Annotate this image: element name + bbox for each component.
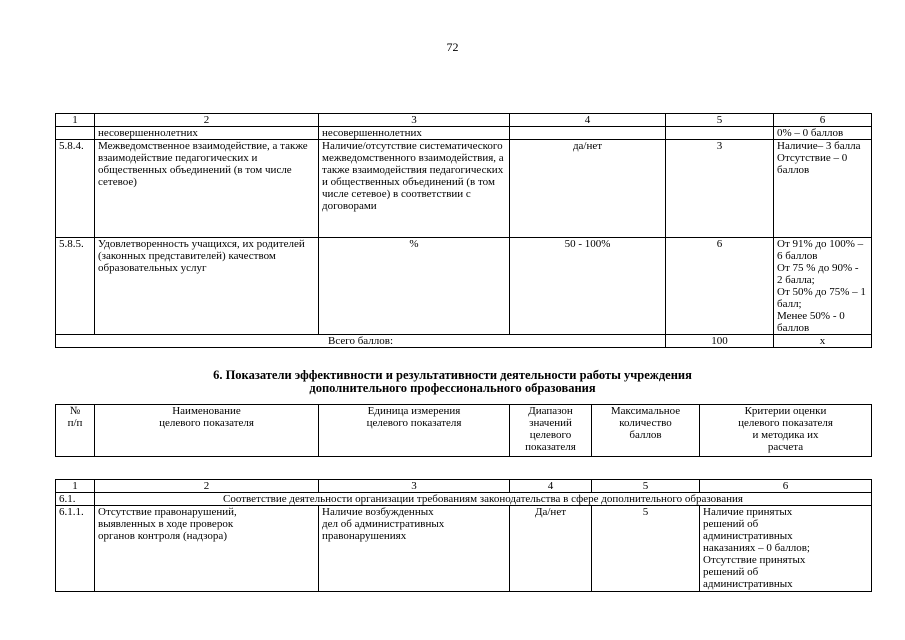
criteria-line: Менее 50% - 0 баллов	[777, 310, 845, 334]
cell-name: несовершеннолетних	[95, 127, 319, 140]
cell-unit: %	[319, 238, 510, 335]
cell-unit: Наличие возбужденных дел об административных правонарушениях	[319, 506, 510, 592]
cell-number: 6.1.1.	[56, 506, 95, 592]
cell-empty	[666, 127, 774, 140]
page-number: 72	[446, 40, 459, 54]
cell-name: Удовлетворенность учащихся, их родителей (законных представителей) качеством образовательных услуг	[95, 238, 319, 335]
col-number: 4	[510, 480, 592, 493]
total-value: 100	[666, 335, 774, 348]
header-unit: Единица измерения целевого показателя	[319, 405, 510, 457]
section-heading-line: 6. Показатели эффективности и результативности деятельности работы учреждения	[213, 368, 692, 382]
section-heading	[0, 369, 905, 395]
table-row	[56, 506, 872, 592]
header-name: Наименование целевого показателя	[95, 405, 319, 457]
cell-unit: несовершеннолетних	[319, 127, 510, 140]
cell-criteria: 0% – 0 баллов	[774, 127, 872, 140]
carry-over-row	[56, 127, 872, 140]
section-heading-line: дополнительного профессионального образования	[309, 381, 596, 395]
cell-number: 5.8.4.	[56, 140, 95, 238]
cell-range: Да/нет	[510, 506, 592, 592]
cell-empty	[56, 127, 95, 140]
column-number-row	[56, 114, 872, 127]
criteria-line: От 75 % до 90% -	[777, 262, 859, 274]
total-row	[56, 335, 872, 348]
col-number: 6	[700, 480, 872, 493]
col-number: 3	[319, 114, 510, 127]
col-number: 1	[56, 114, 95, 127]
col-number: 2	[95, 114, 319, 127]
criteria-line: 6 баллов	[777, 250, 818, 262]
col-number: 2	[95, 480, 319, 493]
cell-number: 5.8.5.	[56, 238, 95, 335]
criteria-line: Отсутствие – 0 баллов	[777, 152, 848, 176]
cell-max-points: 6	[666, 238, 774, 335]
header-max-points: Максимальное количество баллов	[592, 405, 700, 457]
header-table	[55, 404, 872, 457]
cell-max-points: 5	[592, 506, 700, 592]
cell-empty	[510, 127, 666, 140]
col-number: 3	[319, 480, 510, 493]
cell-criteria	[774, 140, 872, 238]
col-number: 1	[56, 480, 95, 493]
criteria-line: 2 балла;	[777, 274, 815, 286]
cell-range: 50 - 100%	[510, 238, 666, 335]
header-number: № п/п	[56, 405, 95, 457]
col-number: 5	[592, 480, 700, 493]
indicators-table-continued	[55, 113, 872, 348]
criteria-line: Наличие– 3 балла	[777, 140, 861, 152]
criteria-line: От 91% до 100% –	[777, 238, 864, 250]
column-number-row	[56, 480, 872, 493]
cell-criteria: Наличие принятых решений об административных наказаниях – 0 баллов; Отсутствие принятых решений об административных	[700, 506, 872, 592]
total-mark: х	[774, 335, 872, 348]
total-label: Всего баллов:	[56, 335, 666, 348]
cell-unit: Наличие/отсутствие систематического межведомственного взаимодействия, а также взаимодействия педагогических и общественных объединений (в том числе сетевое) в соответствии с договорами	[319, 140, 510, 238]
table-row	[56, 140, 872, 238]
criteria-line: От 50% до 75% – 1 балл;	[777, 286, 866, 310]
cell-number: 6.1.	[56, 493, 95, 506]
cell-criteria	[774, 238, 872, 335]
table-row	[56, 238, 872, 335]
header-criteria: Критерии оценки целевого показателя и методика их расчета	[700, 405, 872, 457]
cell-name: Межведомственное взаимодействие, а также взаимодействие педагогических и общественных объединений (в том числе сетевое)	[95, 140, 319, 238]
col-number: 5	[666, 114, 774, 127]
indicators-table	[55, 479, 872, 592]
cell-name: Отсутствие правонарушений, выявленных в ходе проверок органов контроля (надзора)	[95, 506, 319, 592]
header-range: Диапазон значений целевого показателя	[510, 405, 592, 457]
col-number: 6	[774, 114, 872, 127]
col-number: 4	[510, 114, 666, 127]
section-row	[56, 493, 872, 506]
cell-range: да/нет	[510, 140, 666, 238]
cell-max-points: 3	[666, 140, 774, 238]
section-row-title: Соответствие деятельности организации требованиям законодательства в сфере дополнительного образования	[95, 493, 872, 506]
header-row	[56, 405, 872, 457]
